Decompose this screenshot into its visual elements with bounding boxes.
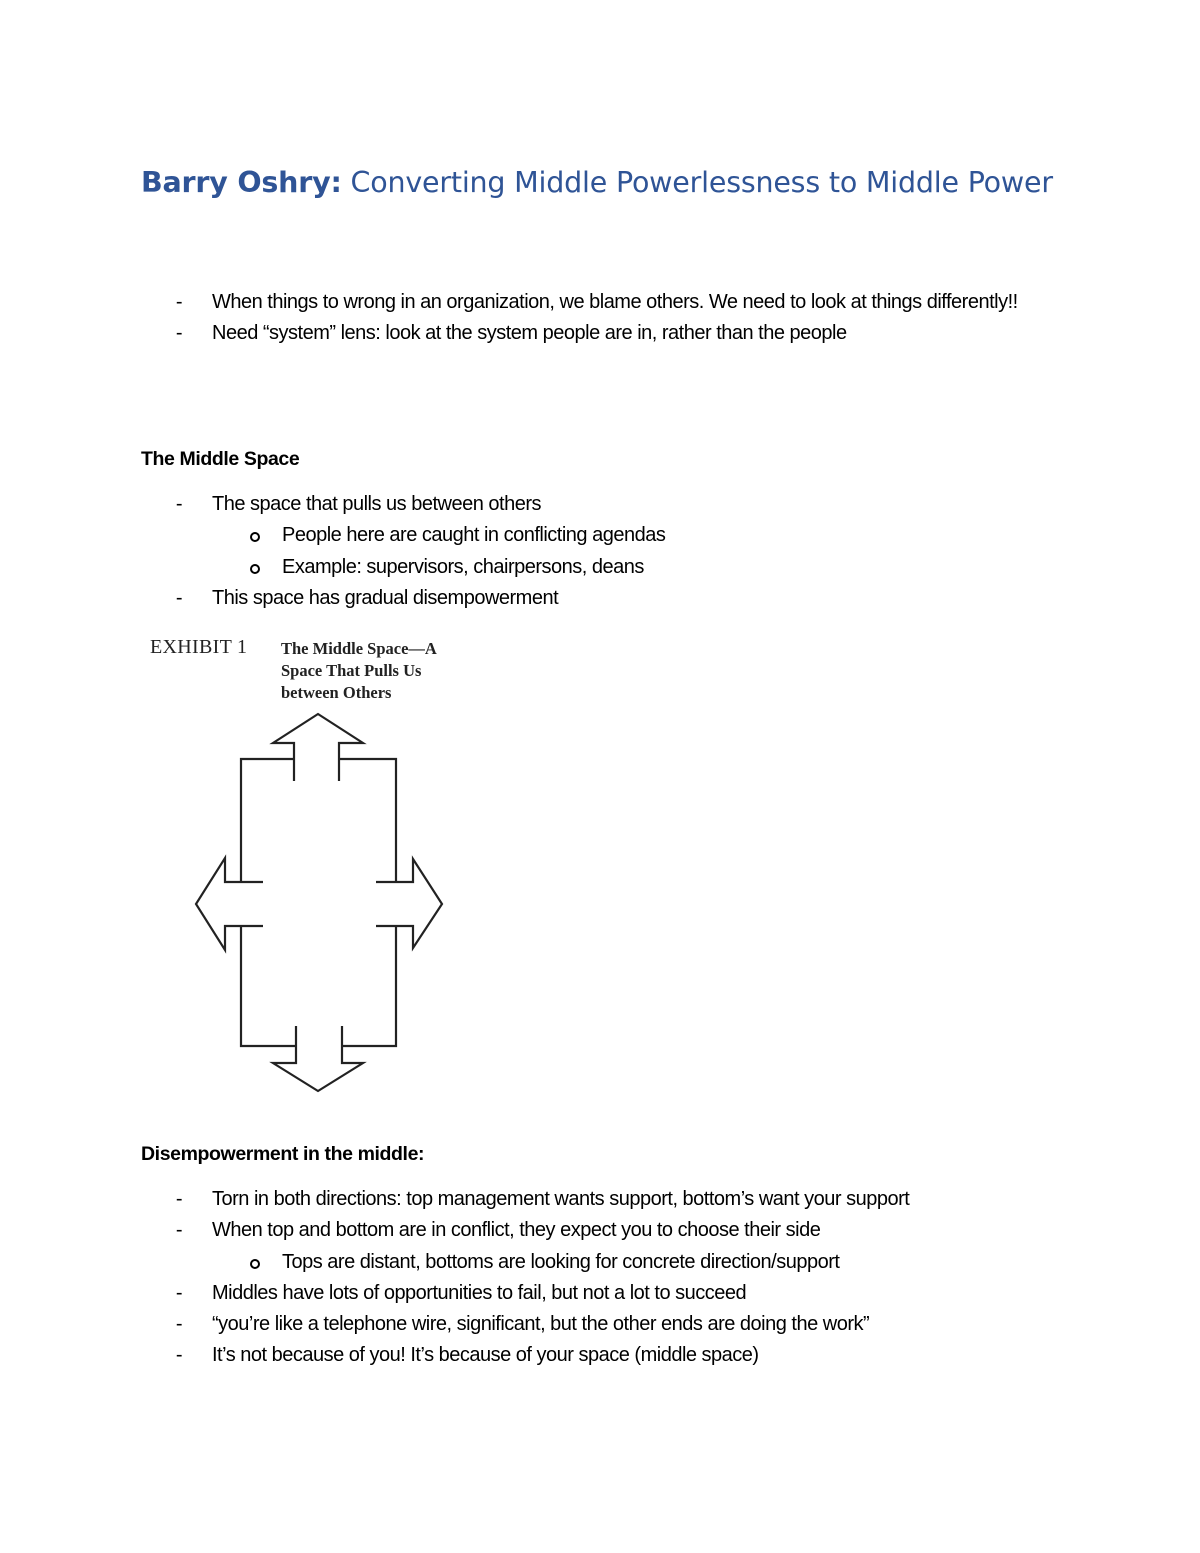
dash-bullet: - [175,493,183,515]
list-item-text: Middles have lots of opportunities to fail, but not a lot to succeed [212,1281,747,1304]
dash-bullet: - [175,1281,183,1304]
list-item-text: Tops are distant, bottoms are looking for concrete direction/support [282,1250,840,1273]
list-item-text: Torn in both directions: top management wants support, bottom’s want your support [212,1188,910,1210]
list-item [0,1247,1112,1278]
dash-bullet: - [175,1219,183,1242]
title-author: Barry Oshry: [141,166,342,199]
dash-bullet: - [175,1344,183,1367]
list-item [0,1340,1042,1371]
list-item-text: It’s not because of you! It’s because of your space (middle space) [212,1344,759,1367]
list-item-text: When top and bottom are in conflict, they expect you to choose their side [212,1219,821,1242]
list-item [0,1184,1112,1215]
arrow-right-icon [376,859,442,948]
dash-bullet: - [175,586,183,609]
list-item [0,1278,1042,1309]
dash-bullet: - [175,1313,183,1336]
section-heading-middle-space: The Middle Space [141,448,300,470]
circle-bullet-icon [250,1259,260,1269]
arrow-up-icon [273,714,363,781]
list-item-text: The space that pulls us between others [212,493,541,515]
title-subject: Converting Middle Powerlessness to Middle Power [341,166,1053,199]
list-item [0,1309,1112,1340]
middle-box-outline [241,759,396,1046]
section-heading-disempowerment: Disempowerment in the middle: [141,1143,425,1165]
list-item-text: This space has gradual disempowerment [212,586,559,609]
list-item-text: Need “system” lens: look at the system people are in, rather than the people [212,322,847,345]
list-item [0,1215,1042,1246]
list-item-text: Example: supervisors, chairpersons, deans [282,555,644,578]
dash-bullet: - [175,322,183,345]
dash-bullet: - [175,291,183,313]
disempowerment-bullet-list [0,1184,1112,1372]
dash-bullet: - [175,1188,183,1210]
list-item-text: “you’re like a telephone wire, significant, but the other ends are doing the work” [212,1313,870,1336]
arrow-left-icon [196,858,263,950]
list-item-text: People here are caught in conflicting agendas [282,524,666,547]
exhibit-caption: The Middle Space—A Space That Pulls Us between Others [281,639,436,702]
list-item-text: When things to wrong in an organization, we blame others. We need to look at things differently!! [212,291,1018,313]
arrow-down-icon [273,1026,363,1091]
exhibit-label: EXHIBIT 1 [150,636,248,658]
